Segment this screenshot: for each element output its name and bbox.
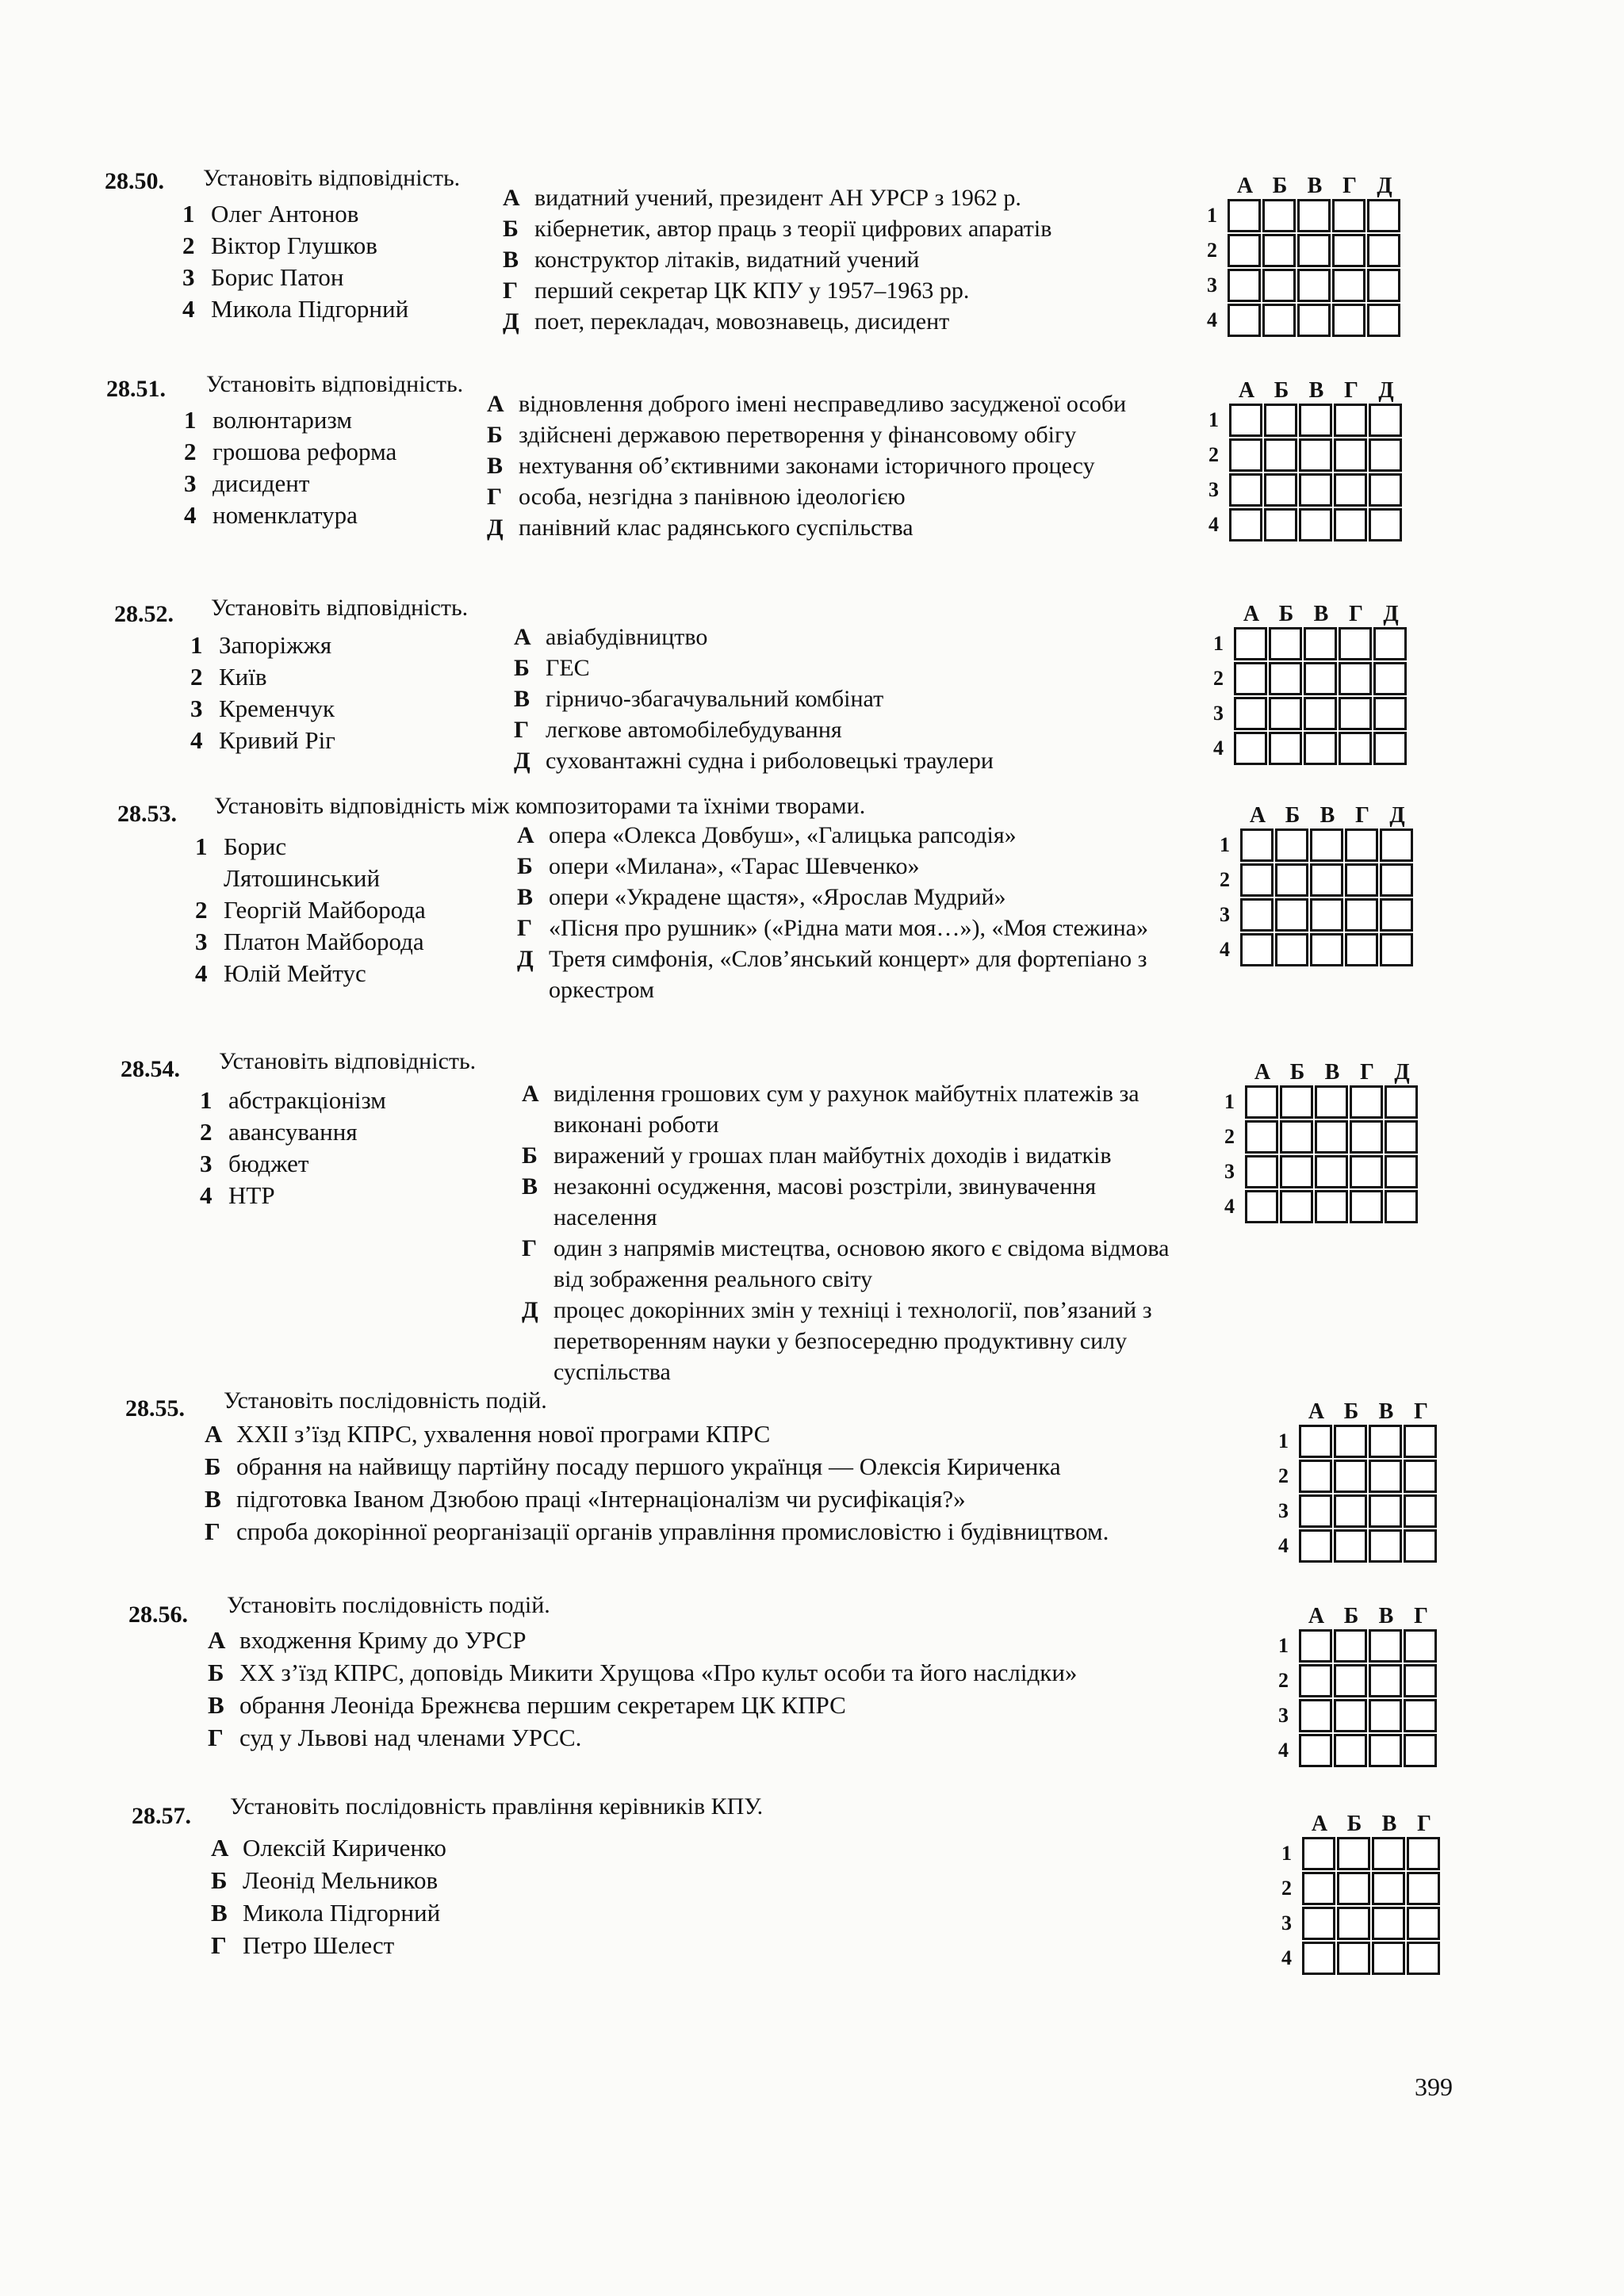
- right-item: В незаконні осудження, масові розстріли, звинувачення населення: [522, 1173, 1097, 1230]
- answer-box[interactable]: [1297, 304, 1331, 337]
- answer-box[interactable]: [1299, 1629, 1332, 1663]
- answer-box[interactable]: [1299, 1734, 1332, 1767]
- right-item: А видатний учений, президент АН УРСР з 1962 р.: [503, 185, 1021, 211]
- answer-box[interactable]: [1240, 933, 1274, 966]
- answer-box[interactable]: [1299, 1425, 1332, 1458]
- answer-box[interactable]: [1373, 697, 1407, 730]
- sequence-item: Б XX з’їзд КПРС, доповідь Микити Хрущова «Про культ особи та його наслідки»: [208, 1659, 1078, 1686]
- answer-box[interactable]: [1350, 1155, 1383, 1188]
- sequence-items: [208, 1624, 1077, 1754]
- right-item: А відновлення доброго імені несправедливо засудженої особи: [487, 391, 1127, 417]
- answer-grid: А Б В Г Д 1 2 3 4: [1213, 603, 1408, 766]
- right-item: Б кібернетик, автор праць з теорії цифрових апаратів: [503, 216, 1052, 242]
- answer-box[interactable]: [1299, 1494, 1332, 1528]
- answer-box[interactable]: [1373, 627, 1407, 660]
- answer-box[interactable]: [1334, 1529, 1367, 1563]
- answer-box[interactable]: [1372, 1907, 1405, 1940]
- question-instruction: Установіть відповідність.: [211, 595, 469, 621]
- answer-box[interactable]: [1229, 473, 1262, 507]
- answer-box[interactable]: [1269, 627, 1302, 660]
- answer-box[interactable]: [1334, 1734, 1367, 1767]
- left-item: 1 Запоріжжя: [190, 631, 332, 659]
- question-number: 28.57.: [132, 1803, 191, 1829]
- answer-box[interactable]: [1372, 1942, 1405, 1975]
- answer-box[interactable]: [1332, 234, 1365, 267]
- answer-box[interactable]: [1332, 304, 1365, 337]
- answer-box[interactable]: [1297, 269, 1331, 302]
- answer-box[interactable]: [1373, 732, 1407, 765]
- answer-box[interactable]: [1315, 1155, 1348, 1188]
- answer-box[interactable]: [1299, 508, 1332, 541]
- answer-box[interactable]: [1369, 1664, 1402, 1697]
- right-item: В конструктор літаків, видатний учений: [503, 247, 920, 273]
- answer-box[interactable]: [1404, 1664, 1437, 1697]
- answer-box[interactable]: [1369, 438, 1402, 472]
- answer-box[interactable]: [1334, 1699, 1367, 1732]
- sequence-item: Г Петро Шелест: [211, 1931, 395, 1959]
- answer-grid: А Б В Г Д 1 2 3 4: [1220, 804, 1415, 967]
- answer-box[interactable]: [1234, 662, 1267, 695]
- answer-box[interactable]: [1385, 1120, 1418, 1154]
- answer-box[interactable]: [1299, 1664, 1332, 1697]
- answer-box[interactable]: [1304, 732, 1337, 765]
- answer-box[interactable]: [1302, 1837, 1335, 1870]
- sequence-item: Г суд у Львові над членами УРСС.: [208, 1724, 582, 1751]
- right-item: Г особа, незгідна з панівною ідеологією: [487, 484, 906, 510]
- left-column: [200, 1085, 501, 1211]
- answer-grid: А Б В Г 1 2 3 4: [1278, 1605, 1438, 1768]
- right-column: [522, 1078, 1188, 1387]
- answer-box[interactable]: [1380, 933, 1413, 966]
- question-instruction: Установіть відповідність.: [203, 165, 461, 191]
- answer-box[interactable]: [1407, 1837, 1440, 1870]
- answer-box[interactable]: [1275, 898, 1308, 932]
- left-item: 1 волюнтаризм: [184, 406, 352, 434]
- answer-box[interactable]: [1373, 662, 1407, 695]
- answer-box[interactable]: [1229, 508, 1262, 541]
- answer-box[interactable]: [1310, 933, 1343, 966]
- answer-box[interactable]: [1407, 1942, 1440, 1975]
- answer-box[interactable]: [1350, 1085, 1383, 1119]
- answer-box[interactable]: [1240, 898, 1274, 932]
- left-item: 1 Олег Антонов: [182, 200, 359, 228]
- question-number: 28.51.: [106, 376, 166, 402]
- answer-box[interactable]: [1350, 1190, 1383, 1223]
- answer-box[interactable]: [1334, 473, 1367, 507]
- answer-box[interactable]: [1369, 1425, 1402, 1458]
- left-column: [182, 198, 484, 325]
- right-item: В гірничо-збагачувальний комбінат: [514, 686, 884, 712]
- left-item: Лятошинський: [224, 864, 381, 892]
- right-item: Б виражений у грошах план майбутніх доходів і видатків: [522, 1142, 1112, 1169]
- answer-box[interactable]: [1297, 234, 1331, 267]
- question-instruction: Установіть відповідність.: [206, 371, 464, 397]
- answer-box[interactable]: [1302, 1907, 1335, 1940]
- answer-box[interactable]: [1315, 1085, 1348, 1119]
- answer-box[interactable]: [1264, 404, 1297, 437]
- left-item: 3 бюджет: [200, 1150, 309, 1177]
- answer-box[interactable]: [1315, 1190, 1348, 1223]
- left-item: 2 Георгій Майборода: [195, 896, 426, 924]
- right-item: А авіабудівництво: [514, 624, 708, 650]
- answer-box[interactable]: [1299, 438, 1332, 472]
- question-number: 28.54.: [121, 1056, 180, 1082]
- answer-grid: А Б В Г 1 2 3 4: [1278, 1400, 1438, 1563]
- sequence-item: А XXII з’їзд КПРС, ухвалення нової програми КПРС: [205, 1420, 771, 1448]
- answer-box[interactable]: [1334, 438, 1367, 472]
- left-column: [190, 629, 492, 756]
- right-item: Б ГЕС: [514, 655, 590, 681]
- answer-box[interactable]: [1404, 1460, 1437, 1493]
- answer-box[interactable]: [1245, 1155, 1278, 1188]
- answer-box[interactable]: [1380, 828, 1413, 862]
- answer-box[interactable]: [1404, 1494, 1437, 1528]
- answer-grid: А Б В Г 1 2 3 4: [1281, 1812, 1442, 1976]
- right-item: Г перший секретар ЦК КПУ у 1957–1963 рр.: [503, 277, 970, 304]
- answer-box[interactable]: [1404, 1425, 1437, 1458]
- answer-box[interactable]: [1275, 863, 1308, 897]
- answer-box[interactable]: [1345, 863, 1378, 897]
- answer-box[interactable]: [1369, 1629, 1402, 1663]
- answer-box[interactable]: [1234, 627, 1267, 660]
- answer-box[interactable]: [1302, 1942, 1335, 1975]
- answer-box[interactable]: [1337, 1837, 1370, 1870]
- question-number: 28.50.: [105, 168, 164, 194]
- sequence-item: В підготовка Іваном Дзюбою праці «Інтернаціоналізм чи русифікація?»: [205, 1485, 966, 1513]
- answer-box[interactable]: [1334, 404, 1367, 437]
- left-item: 3 Борис Патон: [182, 263, 344, 291]
- sequence-item: Г спроба докорінної реорганізації органів управління промисловістю і будівництвом.: [205, 1517, 1109, 1545]
- right-item: Д процес докорінних змін у техніці і технології, пов’язаний з перетворенням науки у безпосередню продуктивну силу суспільства: [522, 1297, 1152, 1385]
- page-number: 399: [1415, 2072, 1453, 2101]
- left-item: 3 Кременчук: [190, 695, 335, 722]
- right-item: Б опери «Милана», «Тарас Шевченко»: [517, 853, 920, 879]
- answer-box[interactable]: [1229, 404, 1262, 437]
- answer-box[interactable]: [1369, 473, 1402, 507]
- left-item: 2 Віктор Глушков: [182, 232, 377, 259]
- question-instruction: Установіть відповідність.: [219, 1048, 477, 1074]
- answer-grid: А Б В Г Д 1 2 3 4: [1224, 1061, 1419, 1224]
- answer-box[interactable]: [1334, 1494, 1367, 1528]
- answer-box[interactable]: [1280, 1155, 1313, 1188]
- answer-box[interactable]: [1228, 234, 1261, 267]
- answer-grid: А Б В Г Д 1 2 3 4: [1207, 174, 1402, 338]
- right-column: [487, 388, 1201, 543]
- right-column: [503, 182, 1185, 337]
- answer-box[interactable]: [1404, 1734, 1437, 1767]
- left-column: [184, 404, 485, 531]
- answer-box[interactable]: [1310, 863, 1343, 897]
- answer-box[interactable]: [1350, 1120, 1383, 1154]
- answer-box[interactable]: [1304, 697, 1337, 730]
- answer-box[interactable]: [1339, 627, 1372, 660]
- answer-box[interactable]: [1315, 1120, 1348, 1154]
- right-item: Г «Пісня про рушник» («Рідна мати моя…»), «Моя стежина»: [517, 915, 1148, 941]
- answer-box[interactable]: [1345, 933, 1378, 966]
- right-item: А виділення грошових сум у рахунок майбутніх платежів за виконані роботи: [522, 1081, 1139, 1138]
- right-item: Д панівний клас радянського суспільства: [487, 515, 914, 541]
- question-instruction: Установіть послідовність подій.: [224, 1387, 547, 1414]
- sequence-items: [211, 1831, 446, 1961]
- answer-box[interactable]: [1339, 662, 1372, 695]
- right-item: Д поет, перекладач, мовознавець, дисидент: [503, 308, 950, 335]
- answer-box[interactable]: [1280, 1085, 1313, 1119]
- answer-box[interactable]: [1332, 269, 1365, 302]
- answer-box[interactable]: [1245, 1190, 1278, 1223]
- question-instruction: Установіть послідовність подій.: [227, 1592, 550, 1618]
- answer-box[interactable]: [1234, 697, 1267, 730]
- answer-box[interactable]: [1275, 933, 1308, 966]
- answer-box[interactable]: [1234, 732, 1267, 765]
- left-item: 2 Київ: [190, 663, 267, 691]
- answer-box[interactable]: [1280, 1120, 1313, 1154]
- right-item: А опера «Олекса Довбуш», «Галицька рапсодія»: [517, 822, 1017, 848]
- answer-box[interactable]: [1404, 1699, 1437, 1732]
- question-number: 28.55.: [125, 1395, 185, 1422]
- left-item: 4 НТР: [200, 1181, 275, 1209]
- answer-box[interactable]: [1369, 404, 1402, 437]
- answer-box[interactable]: [1228, 269, 1261, 302]
- answer-box[interactable]: [1369, 1734, 1402, 1767]
- answer-box[interactable]: [1228, 304, 1261, 337]
- left-item: 2 грошова реформа: [184, 438, 397, 465]
- left-item: 3 Платон Майборода: [195, 928, 424, 955]
- answer-box[interactable]: [1404, 1529, 1437, 1563]
- answer-box[interactable]: [1229, 438, 1262, 472]
- answer-box[interactable]: [1310, 828, 1343, 862]
- left-item: 4 номенклатура: [184, 501, 358, 529]
- right-item: Д суховантажні судна і риболовецькі траулери: [514, 748, 994, 774]
- right-item: В опери «Украдене щастя», «Ярослав Мудрий»: [517, 884, 1006, 910]
- question-instruction: Установіть послідовність правління керівників КПУ.: [230, 1793, 764, 1820]
- answer-box[interactable]: [1262, 304, 1296, 337]
- answer-box[interactable]: [1339, 697, 1372, 730]
- answer-box[interactable]: [1262, 269, 1296, 302]
- answer-grid: А Б В Г Д 1 2 3 4: [1208, 379, 1404, 542]
- answer-box[interactable]: [1380, 898, 1413, 932]
- answer-box[interactable]: [1337, 1872, 1370, 1905]
- answer-box[interactable]: [1380, 863, 1413, 897]
- answer-box[interactable]: [1299, 404, 1332, 437]
- left-item: 4 Микола Підгорний: [182, 295, 409, 323]
- answer-box[interactable]: [1299, 1529, 1332, 1563]
- answer-box[interactable]: [1407, 1872, 1440, 1905]
- answer-box[interactable]: [1269, 662, 1302, 695]
- answer-box[interactable]: [1334, 1664, 1367, 1697]
- answer-box[interactable]: [1367, 199, 1400, 232]
- answer-box[interactable]: [1369, 1699, 1402, 1732]
- answer-box[interactable]: [1367, 269, 1400, 302]
- answer-box[interactable]: [1269, 697, 1302, 730]
- left-item: 2 авансування: [200, 1118, 358, 1146]
- answer-box[interactable]: [1369, 1460, 1402, 1493]
- right-item: Г легкове автомобілебудування: [514, 717, 842, 743]
- sequence-item: Б Леонід Мельников: [211, 1866, 439, 1894]
- answer-box[interactable]: [1302, 1872, 1335, 1905]
- answer-box[interactable]: [1262, 234, 1296, 267]
- answer-box[interactable]: [1385, 1155, 1418, 1188]
- right-column: [517, 820, 1199, 1005]
- answer-box[interactable]: [1404, 1629, 1437, 1663]
- answer-box[interactable]: [1337, 1942, 1370, 1975]
- answer-box[interactable]: [1264, 508, 1297, 541]
- left-item: 4 Юлій Мейтус: [195, 959, 366, 987]
- left-item: 1 абстракціонізм: [200, 1086, 386, 1114]
- answer-box[interactable]: [1264, 438, 1297, 472]
- question-instruction: Установіть відповідність між композиторами та їхніми творами.: [214, 793, 866, 819]
- answer-box[interactable]: [1337, 1907, 1370, 1940]
- left-item: 3 дисидент: [184, 469, 310, 497]
- answer-box[interactable]: [1269, 732, 1302, 765]
- answer-box[interactable]: [1334, 1460, 1367, 1493]
- answer-box[interactable]: [1367, 234, 1400, 267]
- answer-box[interactable]: [1367, 304, 1400, 337]
- answer-box[interactable]: [1245, 1120, 1278, 1154]
- answer-box[interactable]: [1332, 199, 1365, 232]
- answer-box[interactable]: [1369, 508, 1402, 541]
- answer-box[interactable]: [1372, 1837, 1405, 1870]
- sequence-items: [205, 1418, 1109, 1548]
- question-number: 28.52.: [114, 601, 174, 627]
- answer-box[interactable]: [1334, 1629, 1367, 1663]
- answer-box[interactable]: [1334, 508, 1367, 541]
- question-number: 28.53.: [117, 801, 177, 827]
- answer-box[interactable]: [1385, 1190, 1418, 1223]
- answer-box[interactable]: [1299, 1460, 1332, 1493]
- answer-box[interactable]: [1228, 199, 1261, 232]
- sequence-item: В Микола Підгорний: [211, 1899, 441, 1927]
- answer-box[interactable]: [1369, 1494, 1402, 1528]
- sequence-item: В обрання Леоніда Брежнєва першим секретарем ЦК КПРС: [208, 1691, 846, 1719]
- answer-box[interactable]: [1240, 863, 1274, 897]
- answer-box[interactable]: [1304, 662, 1337, 695]
- answer-box[interactable]: [1372, 1872, 1405, 1905]
- answer-box[interactable]: [1297, 199, 1331, 232]
- answer-box[interactable]: [1310, 898, 1343, 932]
- answer-box[interactable]: [1407, 1907, 1440, 1940]
- answer-box[interactable]: [1369, 1529, 1402, 1563]
- answer-box[interactable]: [1262, 199, 1296, 232]
- answer-box[interactable]: [1339, 732, 1372, 765]
- right-item: Д Третя симфонія, «Слов’янський концерт» для фортепіано з оркестром: [517, 946, 1147, 1003]
- sequence-item: А Олексій Кириченко: [211, 1834, 446, 1862]
- answer-box[interactable]: [1345, 898, 1378, 932]
- sequence-item: А входження Криму до УРСР: [208, 1626, 527, 1654]
- right-item: Б здійснені державою перетворення у фінансовому обігу: [487, 422, 1077, 448]
- right-column: [514, 622, 1196, 776]
- answer-box[interactable]: [1334, 1425, 1367, 1458]
- right-item: Г один з напрямів мистецтва, основою якого є свідома відмова від зображення реального світу: [522, 1235, 1170, 1292]
- question-number: 28.56.: [128, 1601, 188, 1628]
- answer-box[interactable]: [1245, 1085, 1278, 1119]
- answer-box[interactable]: [1264, 473, 1297, 507]
- answer-box[interactable]: [1385, 1085, 1418, 1119]
- answer-box[interactable]: [1304, 627, 1337, 660]
- sequence-item: Б обрання на найвищу партійну посаду першого українця — Олексія Кириченка: [205, 1452, 1061, 1480]
- right-item: В нехтування об’єктивними законами історичного процесу: [487, 453, 1095, 479]
- answer-box[interactable]: [1299, 473, 1332, 507]
- left-column: [195, 831, 496, 989]
- answer-box[interactable]: [1275, 828, 1308, 862]
- answer-box[interactable]: [1299, 1699, 1332, 1732]
- answer-box[interactable]: [1280, 1190, 1313, 1223]
- left-item: 4 Кривий Ріг: [190, 726, 335, 754]
- answer-box[interactable]: [1240, 828, 1274, 862]
- left-item: 1 Борис: [195, 832, 287, 860]
- answer-box[interactable]: [1345, 828, 1378, 862]
